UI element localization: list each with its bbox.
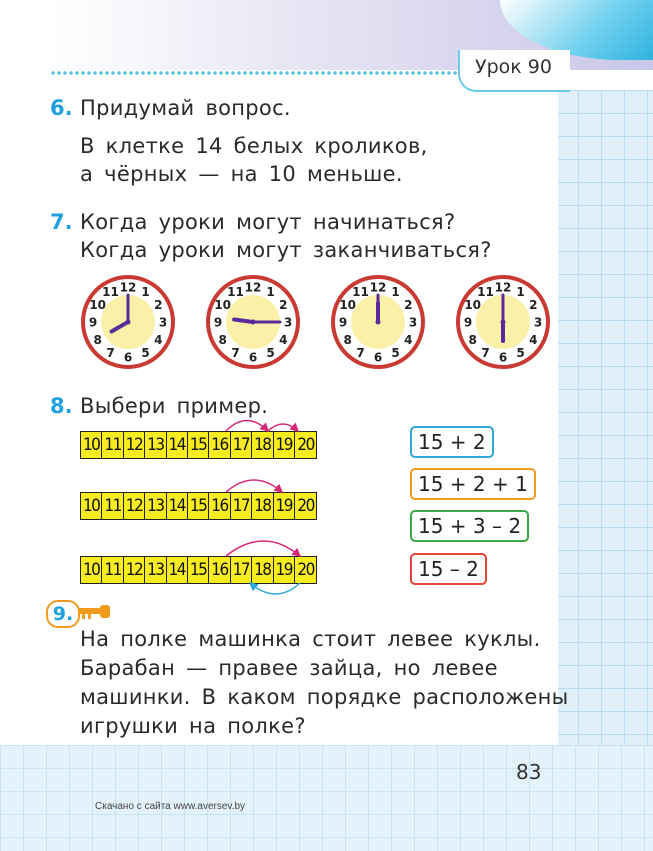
- clock-number: 1: [516, 285, 525, 300]
- task-9-line-3: машинки. В каком порядке расположены: [80, 685, 569, 709]
- clock-number: 11: [227, 285, 244, 300]
- task-6-line-1: Придумай вопрос.: [80, 96, 291, 120]
- option-15-plus-2[interactable]: 15 + 2: [410, 426, 494, 458]
- clock-number: 9: [338, 315, 348, 330]
- task-9-number: 9.: [46, 600, 80, 628]
- key-icon: [78, 603, 112, 621]
- clock-3: [328, 272, 428, 372]
- task-6-line-3: а чёрных — на 10 меньше.: [80, 162, 403, 186]
- task-8-number: 8.: [50, 394, 73, 418]
- strip-cell: 17: [231, 557, 252, 583]
- strip-cell: 12: [124, 493, 145, 519]
- strip-cell: 10: [81, 557, 102, 583]
- strip-cell: 17: [231, 493, 252, 519]
- strip-cell: 12: [124, 557, 145, 583]
- strip-cell: 11: [102, 493, 123, 519]
- clock-number: 10: [339, 298, 357, 312]
- lesson-label: Урок 90: [475, 56, 552, 78]
- strip-cell: 19: [274, 432, 295, 458]
- strip-cell: 19: [274, 557, 295, 583]
- clock-number: 3: [158, 315, 168, 330]
- clock-hour-hand: [234, 320, 253, 322]
- clock-number: 9: [88, 315, 98, 330]
- clock-number: 4: [154, 333, 163, 347]
- strip-cell: 11: [102, 557, 123, 583]
- strip-cell: 20: [295, 432, 316, 458]
- strip-cell: 16: [209, 493, 230, 519]
- strip-cell: 18: [252, 432, 273, 458]
- clock-number: 6: [123, 350, 133, 365]
- task-7-line-1: Когда уроки могут начинаться?: [80, 210, 456, 234]
- source-note: Скачано с сайта www.aversev.by: [95, 801, 246, 812]
- clock-number: 6: [373, 350, 383, 365]
- strip-cell: 13: [145, 432, 166, 458]
- strip-cell: 13: [145, 557, 166, 583]
- clock-number: 8: [343, 333, 352, 347]
- clock-number: 1: [141, 285, 150, 300]
- strip-cell: 16: [209, 557, 230, 583]
- page-number: 83: [516, 760, 542, 784]
- clock-number: 7: [231, 345, 240, 360]
- clock-number: 4: [279, 333, 288, 347]
- clock-center: [251, 320, 256, 325]
- clock-number: 5: [141, 345, 150, 360]
- strip-cell: 11: [102, 432, 123, 458]
- clock-number: 12: [494, 280, 512, 295]
- clock-number: 5: [516, 345, 525, 360]
- clock-number: 11: [477, 285, 494, 300]
- number-strip-2: [80, 492, 317, 520]
- strip-cell: 18: [252, 557, 273, 583]
- clock-number: 9: [463, 315, 473, 330]
- header-dotted-line: [50, 70, 460, 76]
- strip-cell: 18: [252, 493, 273, 519]
- grid-background-right: [555, 90, 653, 851]
- clock-number: 2: [404, 298, 413, 312]
- clock-number: 1: [391, 285, 400, 300]
- clock-1: [78, 272, 178, 372]
- clock-number: 8: [218, 333, 227, 347]
- clock-number: 10: [214, 298, 232, 312]
- strip-cell: 14: [167, 493, 188, 519]
- clock-number: 7: [481, 345, 490, 360]
- clock-number: 6: [498, 350, 508, 365]
- strip-cell: 17: [231, 432, 252, 458]
- number-strip-1: [80, 431, 317, 459]
- strip-cell: 15: [188, 557, 209, 583]
- grid-background-bottom: [0, 745, 653, 851]
- strip-cell: 16: [209, 432, 230, 458]
- option-15-plus-2-plus-1[interactable]: 15 + 2 + 1: [410, 468, 536, 500]
- option-15-plus-3-minus-2[interactable]: 15 + 3 – 2: [410, 510, 529, 542]
- strip-cell: 12: [124, 432, 145, 458]
- strip-cell: 19: [274, 493, 295, 519]
- task-9-line-1: На полке машинка стоит левее куклы.: [80, 627, 541, 651]
- clock-number: 7: [106, 345, 115, 360]
- clock-number: 2: [529, 298, 538, 312]
- task-7-number: 7.: [50, 210, 73, 234]
- clock-number: 12: [119, 280, 137, 295]
- clock-number: 4: [404, 333, 413, 347]
- number-strip-3: [80, 556, 317, 584]
- task-9-line-2: Барабан — правее зайца, но левее: [80, 656, 498, 680]
- clock-number: 7: [356, 345, 365, 360]
- clock-number: 3: [408, 315, 418, 330]
- option-15-minus-2[interactable]: 15 – 2: [410, 553, 487, 585]
- clock-number: 10: [464, 298, 482, 312]
- clock-number: 5: [266, 345, 275, 360]
- task-7-line-2: Когда уроки могут заканчиваться?: [80, 238, 492, 262]
- strip-cell: 10: [81, 493, 102, 519]
- strip-cell: 15: [188, 432, 209, 458]
- clock-number: 12: [369, 280, 387, 295]
- clock-center: [376, 320, 381, 325]
- clock-number: 3: [533, 315, 543, 330]
- clock-number: 6: [248, 350, 258, 365]
- clock-number: 9: [213, 315, 223, 330]
- clock-number: 5: [391, 345, 400, 360]
- strip-cell: 13: [145, 493, 166, 519]
- task-8-line-1: Выбери пример.: [80, 394, 269, 418]
- clock-number: 11: [102, 285, 119, 300]
- task-6-number: 6.: [50, 96, 73, 120]
- clock-center: [501, 320, 506, 325]
- clock-number: 2: [154, 298, 163, 312]
- clock-number: 8: [93, 333, 102, 347]
- clock-number: 10: [89, 298, 107, 312]
- clock-number: 1: [266, 285, 275, 300]
- clock-2: [203, 272, 303, 372]
- clock-number: 12: [244, 280, 262, 295]
- clock-number: 8: [468, 333, 477, 347]
- strip-cell: 20: [295, 557, 316, 583]
- task-6-line-2: В клетке 14 белых кроликов,: [80, 134, 428, 158]
- strip-cell: 14: [167, 557, 188, 583]
- clock-4: [453, 272, 553, 372]
- clock-center: [126, 320, 131, 325]
- clock-number: 4: [529, 333, 538, 347]
- clock-number: 11: [352, 285, 369, 300]
- strip-cell: 10: [81, 432, 102, 458]
- clock-number: 3: [283, 315, 293, 330]
- clock-number: 2: [279, 298, 288, 312]
- strip-cell: 20: [295, 493, 316, 519]
- strip-cell: 15: [188, 493, 209, 519]
- task-9-line-4: игрушки на полке?: [80, 714, 306, 738]
- strip-cell: 14: [167, 432, 188, 458]
